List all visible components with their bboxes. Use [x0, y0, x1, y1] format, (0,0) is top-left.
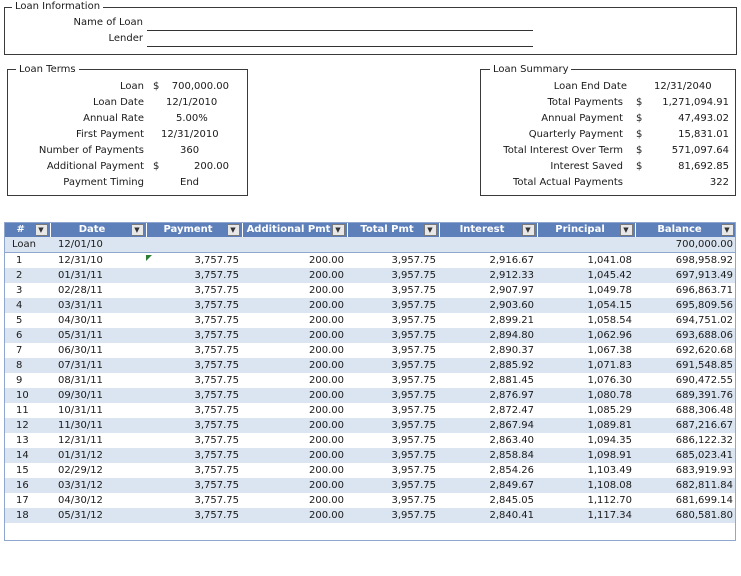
loan-end-date-value: 12/31/2040: [654, 81, 712, 92]
cell-number[interactable]: 5: [16, 315, 23, 326]
cell-total-pmt[interactable]: 3,957.75: [391, 315, 436, 326]
filter-dropdown-icon[interactable]: ▼: [131, 224, 144, 236]
table-row: [4, 388, 736, 403]
cell-additional-pmt[interactable]: 200.00: [309, 495, 344, 506]
cell-date[interactable]: 05/31/12: [50, 508, 146, 523]
cell-number[interactable]: 11: [16, 405, 29, 416]
cell-principal[interactable]: 1,112.70: [587, 495, 632, 506]
cell-additional-pmt[interactable]: 200.00: [309, 375, 344, 386]
cell-interest[interactable]: [439, 237, 537, 253]
cell-payment[interactable]: 3,757.75: [146, 358, 242, 373]
cell-total-pmt[interactable]: 3,957.75: [347, 298, 439, 313]
table-row: [4, 403, 736, 418]
cell-number[interactable]: Loan: [4, 237, 50, 253]
cell-principal[interactable]: 1,094.35: [587, 435, 632, 446]
table-row: [4, 508, 736, 523]
cell-number[interactable]: 18: [4, 508, 50, 523]
column-header-label: Total Pmt: [360, 224, 414, 235]
cell-additional-pmt[interactable]: 200.00: [242, 328, 347, 343]
number-of-payments-value[interactable]: 360: [180, 145, 200, 156]
cell-additional-pmt[interactable]: 200.00: [309, 285, 344, 296]
cell-balance[interactable]: 683,919.93: [675, 465, 733, 476]
cell-date[interactable]: 01/31/12: [50, 448, 146, 463]
table-row: [4, 283, 736, 298]
table-row: [4, 343, 736, 358]
cell-date[interactable]: 08/31/11: [58, 375, 103, 386]
column-header-balance[interactable]: [635, 222, 736, 237]
cell-payment[interactable]: 3,757.75: [146, 508, 242, 523]
cell-additional-pmt[interactable]: 200.00: [242, 388, 347, 403]
cell-date[interactable]: 12/01/10: [50, 237, 146, 253]
cell-number[interactable]: 1: [16, 255, 23, 266]
cell-balance[interactable]: 688,306.48: [675, 405, 733, 416]
table-row: [4, 373, 736, 388]
cell-total-pmt[interactable]: 3,957.75: [347, 448, 439, 463]
total-interest-label: Total Interest Over Term: [503, 145, 623, 156]
loan-currency: $: [153, 81, 160, 92]
cell-balance[interactable]: 691,548.85: [635, 358, 736, 373]
cell-interest[interactable]: 2,885.92: [439, 358, 537, 373]
cell-additional-pmt[interactable]: 200.00: [242, 268, 347, 283]
column-header-total-pmt[interactable]: [347, 222, 439, 237]
cell-additional-pmt[interactable]: 200.00: [309, 435, 344, 446]
table-row: [4, 328, 736, 343]
cell-date[interactable]: 07/31/11: [50, 358, 146, 373]
cell-balance[interactable]: 685,023.41: [635, 448, 736, 463]
cell-payment[interactable]: 3,757.75: [194, 495, 239, 506]
column-header-principal[interactable]: [537, 222, 635, 237]
first-payment-label: First Payment: [75, 129, 144, 140]
quarterly-payment-value: 15,831.01: [678, 129, 729, 140]
cell-total-pmt[interactable]: 3,957.75: [391, 255, 436, 266]
cell-balance[interactable]: 696,863.71: [675, 285, 733, 296]
cell-comment-indicator-icon: [146, 255, 152, 261]
cell-total-pmt[interactable]: 3,957.75: [347, 478, 439, 493]
cell-interest[interactable]: 2,916.67: [489, 255, 534, 266]
cell-additional-pmt[interactable]: 200.00: [242, 298, 347, 313]
cell-number[interactable]: 3: [16, 285, 23, 296]
cell-total-pmt[interactable]: 3,957.75: [347, 328, 439, 343]
payment-timing-value[interactable]: End: [180, 177, 200, 188]
cell-interest[interactable]: 2,840.41: [439, 508, 537, 523]
cell-date[interactable]: 10/31/11: [58, 405, 103, 416]
cell-date[interactable]: 02/28/11: [58, 285, 103, 296]
cell-number[interactable]: 9: [16, 375, 23, 386]
cell-number[interactable]: 16: [4, 478, 50, 493]
total-payments-label: Total Payments: [547, 97, 623, 108]
filter-dropdown-icon[interactable]: ▼: [227, 224, 240, 236]
cell-interest[interactable]: 2,899.21: [489, 315, 534, 326]
cell-number[interactable]: 15: [16, 465, 29, 476]
total-actual-payments-label: Total Actual Payments: [512, 177, 623, 188]
cell-date[interactable]: 09/30/11: [50, 388, 146, 403]
interest-saved-value: 81,692.85: [678, 161, 729, 172]
cell-principal[interactable]: 1,058.54: [587, 315, 632, 326]
cell-additional-pmt[interactable]: 200.00: [242, 478, 347, 493]
loan-date-label: Loan Date: [92, 97, 144, 108]
cell-principal[interactable]: 1,045.42: [537, 268, 635, 283]
cell-principal[interactable]: 1,098.91: [537, 448, 635, 463]
cell-date[interactable]: 12/31/11: [58, 435, 103, 446]
table-row: [4, 268, 736, 283]
column-header-date[interactable]: [50, 222, 146, 237]
loan-information-panel: [4, 7, 737, 55]
cell-principal[interactable]: 1,080.78: [537, 388, 635, 403]
column-header-additional-pmt[interactable]: [242, 222, 347, 237]
cell-payment[interactable]: 3,757.75: [146, 388, 242, 403]
cell-payment[interactable]: 3,757.75: [146, 268, 242, 283]
cell-payment[interactable]: 3,757.75: [194, 405, 239, 416]
cell-interest[interactable]: 2,907.97: [489, 285, 534, 296]
cell-balance[interactable]: 689,391.76: [635, 388, 736, 403]
loan-date-value[interactable]: 12/1/2010: [166, 97, 218, 108]
filter-dropdown-icon[interactable]: ▼: [35, 224, 48, 236]
cell-total-pmt[interactable]: 3,957.75: [391, 345, 436, 356]
additional-payment-currency: $: [153, 161, 160, 172]
cell-principal[interactable]: 1,117.34: [537, 508, 635, 523]
amortization-table: [4, 222, 737, 523]
cell-balance[interactable]: 694,751.02: [675, 315, 733, 326]
annual-payment-value: 47,493.02: [678, 113, 729, 124]
table-row: [4, 418, 736, 433]
total-interest-currency: $: [636, 145, 643, 156]
filter-dropdown-icon[interactable]: ▼: [721, 224, 734, 236]
cell-additional-pmt[interactable]: 200.00: [242, 418, 347, 433]
cell-balance[interactable]: 698,958.92: [675, 255, 733, 266]
cell-additional-pmt[interactable]: 200.00: [242, 448, 347, 463]
cell-interest[interactable]: 2,881.45: [489, 375, 534, 386]
cell-total-pmt[interactable]: 3,957.75: [391, 435, 436, 446]
cell-balance[interactable]: 680,581.80: [635, 508, 736, 523]
loan-amount-value[interactable]: 700,000.00: [171, 81, 229, 92]
annual-payment-label: Annual Payment: [541, 113, 623, 124]
cell-balance[interactable]: 692,620.68: [675, 345, 733, 356]
cell-principal[interactable]: 1,103.49: [587, 465, 632, 476]
cell-balance[interactable]: 682,811.84: [635, 478, 736, 493]
cell-total-pmt[interactable]: [347, 237, 439, 253]
cell-payment[interactable]: 3,757.75: [194, 285, 239, 296]
cell-principal[interactable]: 1,067.38: [587, 345, 632, 356]
cell-total-pmt[interactable]: 3,957.75: [391, 285, 436, 296]
total-actual-payments-value: 322: [709, 177, 729, 188]
cell-date[interactable]: 04/30/11: [58, 315, 103, 326]
cell-additional-pmt[interactable]: 200.00: [309, 345, 344, 356]
filter-dropdown-icon[interactable]: ▼: [424, 224, 437, 236]
cell-interest[interactable]: 2,867.94: [439, 418, 537, 433]
cell-payment[interactable]: 3,757.75: [194, 255, 239, 266]
loan-end-date-label: Loan End Date: [553, 81, 627, 92]
cell-balance[interactable]: 695,809.56: [635, 298, 736, 313]
cell-payment[interactable]: [146, 237, 242, 253]
cell-date[interactable]: 05/31/11: [50, 328, 146, 343]
cell-payment[interactable]: 3,757.75: [194, 315, 239, 326]
number-of-payments-label: Number of Payments: [38, 145, 144, 156]
cell-payment[interactable]: 3,757.75: [146, 298, 242, 313]
column-header-interest[interactable]: [439, 222, 537, 237]
table-row: [4, 298, 736, 313]
interest-saved-label: Interest Saved: [550, 161, 623, 172]
loan-label: Loan: [120, 81, 144, 92]
cell-interest[interactable]: 2,876.97: [439, 388, 537, 403]
quarterly-payment-currency: $: [636, 129, 643, 140]
cell-principal[interactable]: 1,089.81: [537, 418, 635, 433]
cell-balance[interactable]: 681,699.14: [675, 495, 733, 506]
table-header-row: [4, 222, 736, 237]
cell-principal[interactable]: 1,062.96: [537, 328, 635, 343]
cell-balance[interactable]: 687,216.67: [635, 418, 736, 433]
cell-principal[interactable]: [537, 237, 635, 253]
table-row: [4, 313, 736, 328]
cell-total-pmt[interactable]: 3,957.75: [347, 358, 439, 373]
total-payments-value: 1,271,094.91: [662, 97, 729, 108]
quarterly-payment-label: Quarterly Payment: [528, 129, 623, 140]
cell-number[interactable]: 2: [4, 268, 50, 283]
table-row: [4, 433, 736, 448]
cell-date[interactable]: 01/31/11: [50, 268, 146, 283]
loan-information-title: Loan Information: [12, 1, 103, 13]
cell-total-pmt[interactable]: 3,957.75: [391, 375, 436, 386]
cell-total-pmt[interactable]: 3,957.75: [347, 268, 439, 283]
cell-additional-pmt[interactable]: [242, 237, 347, 253]
additional-payment-value[interactable]: 200.00: [194, 161, 229, 172]
cell-additional-pmt[interactable]: 200.00: [309, 315, 344, 326]
cell-date[interactable]: 03/31/12: [50, 478, 146, 493]
cell-interest[interactable]: 2,872.47: [489, 405, 534, 416]
cell-principal[interactable]: 1,054.15: [537, 298, 635, 313]
column-header-label: Interest: [459, 224, 505, 235]
cell-date[interactable]: 06/30/11: [58, 345, 103, 356]
loan-summary-title: Loan Summary: [490, 64, 571, 76]
filter-dropdown-icon[interactable]: ▼: [620, 224, 633, 236]
payment-timing-label: Payment Timing: [63, 177, 144, 188]
cell-number[interactable]: 7: [16, 345, 23, 356]
cell-interest[interactable]: 2,845.05: [489, 495, 534, 506]
cell-interest[interactable]: 2,894.80: [439, 328, 537, 343]
column-header-label: Principal: [555, 224, 605, 235]
cell-balance[interactable]: 690,472.55: [675, 375, 733, 386]
name-of-loan-input[interactable]: [147, 30, 533, 31]
cell-payment[interactable]: 3,757.75: [146, 328, 242, 343]
lender-label: Lender: [108, 33, 143, 44]
filter-dropdown-icon[interactable]: ▼: [522, 224, 535, 236]
cell-total-pmt[interactable]: 3,957.75: [347, 508, 439, 523]
column-header-label: Payment: [163, 224, 213, 235]
loan-row: [4, 237, 736, 253]
cell-additional-pmt[interactable]: 200.00: [242, 508, 347, 523]
name-of-loan-label: Name of Loan: [73, 17, 143, 28]
cell-date[interactable]: 12/31/10: [58, 255, 103, 266]
first-payment-value[interactable]: 12/31/2010: [161, 129, 219, 140]
total-payments-currency: $: [636, 97, 643, 108]
column-header-number[interactable]: [4, 222, 50, 237]
cell-balance[interactable]: 697,913.49: [635, 268, 736, 283]
cell-total-pmt[interactable]: 3,957.75: [391, 465, 436, 476]
cell-principal[interactable]: 1,041.08: [587, 255, 632, 266]
cell-date[interactable]: 11/30/11: [50, 418, 146, 433]
table-row: [4, 478, 736, 493]
cell-additional-pmt[interactable]: 200.00: [242, 358, 347, 373]
cell-payment[interactable]: 3,757.75: [146, 478, 242, 493]
annual-payment-currency: $: [636, 113, 643, 124]
table-row: [4, 463, 736, 478]
cell-additional-pmt[interactable]: 200.00: [309, 255, 344, 266]
cell-total-pmt[interactable]: 3,957.75: [347, 418, 439, 433]
cell-interest[interactable]: 2,849.67: [439, 478, 537, 493]
cell-principal[interactable]: 1,071.83: [537, 358, 635, 373]
cell-interest[interactable]: 2,854.26: [489, 465, 534, 476]
additional-payment-label: Additional Payment: [46, 161, 144, 172]
column-header-label: Date: [78, 224, 106, 235]
table-row: [4, 253, 736, 269]
cell-principal[interactable]: 1,076.30: [587, 375, 632, 386]
cell-number[interactable]: 4: [4, 298, 50, 313]
cell-number[interactable]: 10: [4, 388, 50, 403]
cell-date[interactable]: 03/31/11: [50, 298, 146, 313]
cell-total-pmt[interactable]: 3,957.75: [347, 388, 439, 403]
cell-interest[interactable]: 2,890.37: [489, 345, 534, 356]
cell-date[interactable]: 02/29/12: [58, 465, 103, 476]
total-interest-value: 571,097.64: [671, 145, 729, 156]
cell-additional-pmt[interactable]: 200.00: [309, 465, 344, 476]
column-header-payment[interactable]: [146, 222, 242, 237]
annual-rate-value[interactable]: 5.00%: [176, 113, 208, 124]
cell-payment[interactable]: 3,757.75: [146, 418, 242, 433]
cell-balance[interactable]: 686,122.32: [675, 435, 733, 446]
cell-number[interactable]: 12: [4, 418, 50, 433]
cell-number[interactable]: 8: [4, 358, 50, 373]
cell-number[interactable]: 6: [4, 328, 50, 343]
cell-payment[interactable]: 3,757.75: [194, 375, 239, 386]
table-row: [4, 358, 736, 373]
cell-interest[interactable]: 2,912.33: [439, 268, 537, 283]
lender-input[interactable]: [147, 46, 533, 47]
cell-balance[interactable]: 693,688.06: [635, 328, 736, 343]
cell-principal[interactable]: 1,085.29: [587, 405, 632, 416]
cell-date[interactable]: 04/30/12: [58, 495, 103, 506]
cell-payment[interactable]: 3,757.75: [146, 448, 242, 463]
cell-total-pmt[interactable]: 3,957.75: [391, 405, 436, 416]
column-header-label: #: [16, 224, 25, 235]
table-row: [4, 448, 736, 463]
filter-dropdown-icon[interactable]: ▼: [332, 224, 345, 236]
cell-interest[interactable]: 2,863.40: [489, 435, 534, 446]
cell-principal[interactable]: 1,049.78: [587, 285, 632, 296]
cell-payment[interactable]: 3,757.75: [194, 345, 239, 356]
cell-payment[interactable]: 3,757.75: [194, 465, 239, 476]
annual-rate-label: Annual Rate: [83, 113, 144, 124]
cell-interest[interactable]: 2,858.84: [439, 448, 537, 463]
cell-payment[interactable]: 3,757.75: [194, 435, 239, 446]
cell-number[interactable]: 13: [16, 435, 29, 446]
cell-principal[interactable]: 1,108.08: [537, 478, 635, 493]
cell-additional-pmt[interactable]: 200.00: [309, 405, 344, 416]
cell-number[interactable]: 17: [16, 495, 29, 506]
cell-balance[interactable]: 700,000.00: [635, 237, 736, 253]
column-header-label: Balance: [657, 224, 702, 235]
column-header-label: Additional Pmt: [246, 224, 331, 235]
cell-interest[interactable]: 2,903.60: [439, 298, 537, 313]
cell-number[interactable]: 14: [4, 448, 50, 463]
cell-total-pmt[interactable]: 3,957.75: [391, 495, 436, 506]
loan-terms-title: Loan Terms: [16, 64, 79, 76]
table-row: [4, 493, 736, 508]
interest-saved-currency: $: [636, 161, 643, 172]
